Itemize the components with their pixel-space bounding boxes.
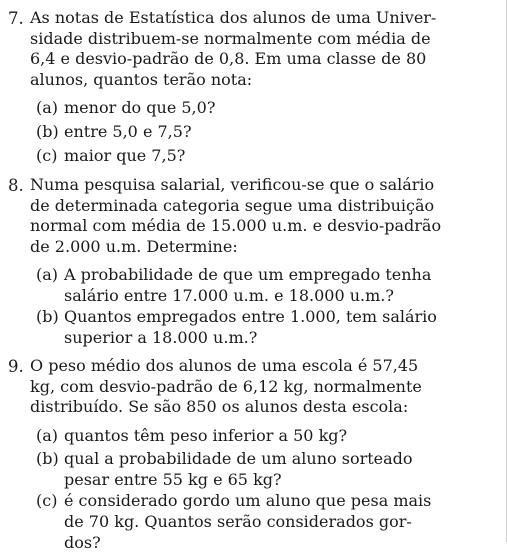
statement-line: 6,4 e desvio-padrão de 0,8. Em uma classe de 80 bbox=[30, 49, 427, 68]
statement-line: de 2.000 u.m. Determine: bbox=[30, 236, 238, 256]
item-text bbox=[64, 145, 378, 166]
item-text bbox=[64, 490, 432, 553]
statement-line: normal com média de 15.000 u.m. e desvio-padrão bbox=[30, 216, 442, 235]
item-text bbox=[64, 448, 413, 490]
item-label: (b) bbox=[36, 122, 59, 141]
statement-line: de determinada categoria segue uma distribuição bbox=[30, 195, 435, 215]
item-label: (b) bbox=[36, 449, 59, 468]
problem-statement bbox=[30, 8, 437, 90]
item-line: A probabilidade de que um empregado tenha bbox=[64, 265, 432, 284]
item-text bbox=[64, 264, 432, 306]
item-text bbox=[64, 425, 378, 446]
item-label: (c) bbox=[36, 146, 58, 165]
problem-statement bbox=[30, 356, 422, 418]
item-line: é considerado gordo um aluno que pesa mais bbox=[64, 491, 432, 510]
item-line: maior que 7,5? bbox=[64, 146, 186, 165]
item-line: salário entre 17.000 u.m. e 18.000 u.m.? bbox=[64, 286, 394, 305]
statement-line: sidade distribuem-se normalmente com média de bbox=[30, 28, 431, 48]
item-line: menor do que 5,0? bbox=[64, 98, 216, 117]
problem-statement bbox=[30, 175, 442, 257]
problem-number: 7. bbox=[8, 9, 24, 28]
item-label: (a) bbox=[36, 98, 59, 117]
item-label: (a) bbox=[36, 426, 59, 445]
item-line: Quantos empregados entre 1.000, tem salário bbox=[64, 307, 437, 326]
item-line: pesar entre 55 kg e 65 kg? bbox=[64, 470, 282, 489]
problem-number: 8. bbox=[8, 176, 24, 195]
item-line: de 70 kg. Quantos serão considerados gor- bbox=[64, 512, 412, 531]
statement-line: Numa pesquisa salarial, verificou-se que o salário bbox=[30, 175, 435, 194]
statement-line: As notas de Estatística dos alunos de uma Univer- bbox=[30, 8, 437, 27]
item-text bbox=[64, 121, 378, 142]
statement-line: O peso médio dos alunos de uma escola é 57,45 bbox=[30, 356, 419, 375]
item-label: (a) bbox=[36, 265, 59, 284]
item-line: dos? bbox=[64, 533, 101, 552]
statement-line: distribuído. Se são 850 os alunos desta escola: bbox=[30, 397, 409, 416]
item-text bbox=[64, 306, 437, 348]
item-label: (c) bbox=[36, 491, 58, 510]
item-line: entre 5,0 e 7,5? bbox=[64, 122, 192, 141]
item-line: superior a 18.000 u.m.? bbox=[64, 328, 258, 347]
item-text bbox=[64, 97, 378, 118]
item-label: (b) bbox=[36, 307, 59, 326]
item-line: qual a probabilidade de um aluno sorteado bbox=[64, 449, 413, 468]
statement-line: kg, com desvio-padrão de 6,12 kg, normalmente bbox=[30, 376, 422, 396]
statement-line: alunos, quantos terão nota: bbox=[30, 69, 253, 89]
problem-number: 9. bbox=[8, 357, 24, 376]
item-line: quantos têm peso inferior a 50 kg? bbox=[64, 426, 348, 445]
